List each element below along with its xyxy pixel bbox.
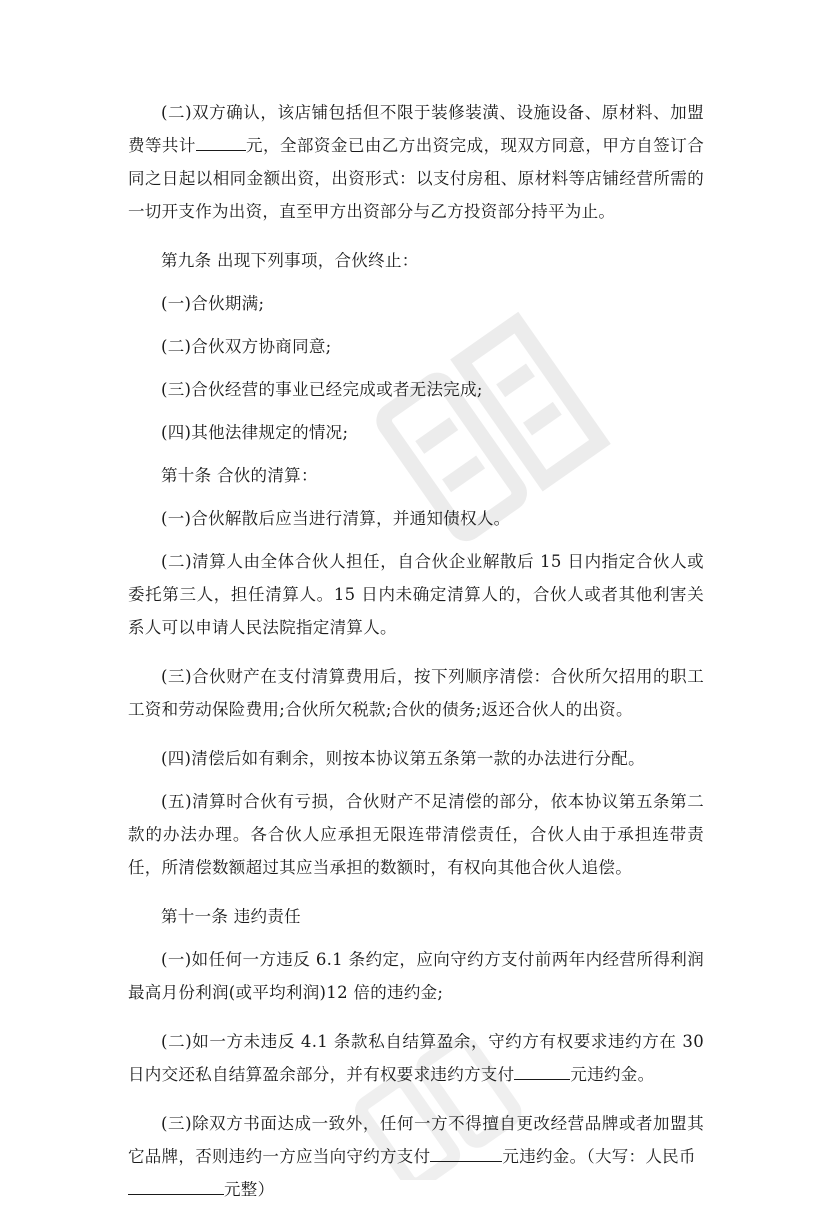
article-9-item: (二)合伙双方协商同意; (161, 337, 332, 356)
document-body (128, 96, 704, 1222)
article-10-item: (一)合伙解散后应当进行清算，并通知债权人。 (161, 509, 511, 528)
article-10-item: (二)清算人由全体合伙人担任，自合伙企业解散后 15 日内指定合伙人或委托第三人，担任清算人。15 日内未确定清算人的，合伙人或者其他利害关系人可以申请人民法院指定清算人。 (128, 552, 704, 637)
article-10-item: (三)合伙财产在支付清算费用后，按下列顺序清偿：合伙所欠招用的职工工资和劳动保险费用;合伙所欠税款;合伙的债务;返还合伙人的出资。 (128, 667, 704, 719)
article-9-item: (三)合伙经营的事业已经完成或者无法完成; (161, 380, 483, 399)
fill-blank (196, 133, 246, 151)
article-10-title: 第十条 合伙的清算： (161, 466, 318, 485)
article-9-item: (四)其他法律规定的情况; (161, 423, 349, 442)
fill-blank (128, 1177, 224, 1195)
article-9-title: 第九条 出现下列事项，合伙终止： (161, 251, 419, 270)
fill-blank (430, 1144, 502, 1162)
article-10-item: (四)清偿后如有剩余，则按本协议第五条第一款的办法进行分配。 (161, 749, 645, 768)
article-11-item: (一)如任何一方违反 6.1 条约定，应向守约方支付前两年内经营所得利润最高月份利润(或平均利润)12 倍的违约金; (128, 950, 704, 1002)
fill-blank (514, 1062, 570, 1080)
article-11-item: (二)如一方未违反 4.1 条款私自结算盈余，守约方有权要求违约方在 30 日内交还私自结算盈余部分，并有权要求违约方支付 元违约金。 (128, 1032, 704, 1084)
article-11-title: 第十一条 违约责任 (161, 907, 301, 926)
paragraph: (二)双方确认，该店铺包括但不限于装修装潢、设施设备、原材料、加盟费等共计 元，全部资金已由乙方出资完成，现双方同意，甲方自签订合同之日起以相同金额出资，出资形式：以支付房租、原材料等店铺经营所需的一切开支作为出资，直至甲方出资部分与乙方投资部分持平为止。 (128, 103, 704, 221)
article-9-item: (一)合伙期满; (161, 294, 265, 313)
article-10-item: (五)清算时合伙有亏损，合伙财产不足清偿的部分，依本协议第五条第二款的办法办理。各合伙人应承担无限连带清偿责任，合伙人由于承担连带责任，所清偿数额超过其应当承担的数额时，有权向其他合伙人追偿。 (128, 792, 704, 877)
article-11-item: (三)除双方书面达成一致外，任何一方不得擅自更改经营品牌或者加盟其它品牌，否则违约一方应当向守约方支付 元违约金。（大写：人民币 元整） (128, 1114, 704, 1199)
